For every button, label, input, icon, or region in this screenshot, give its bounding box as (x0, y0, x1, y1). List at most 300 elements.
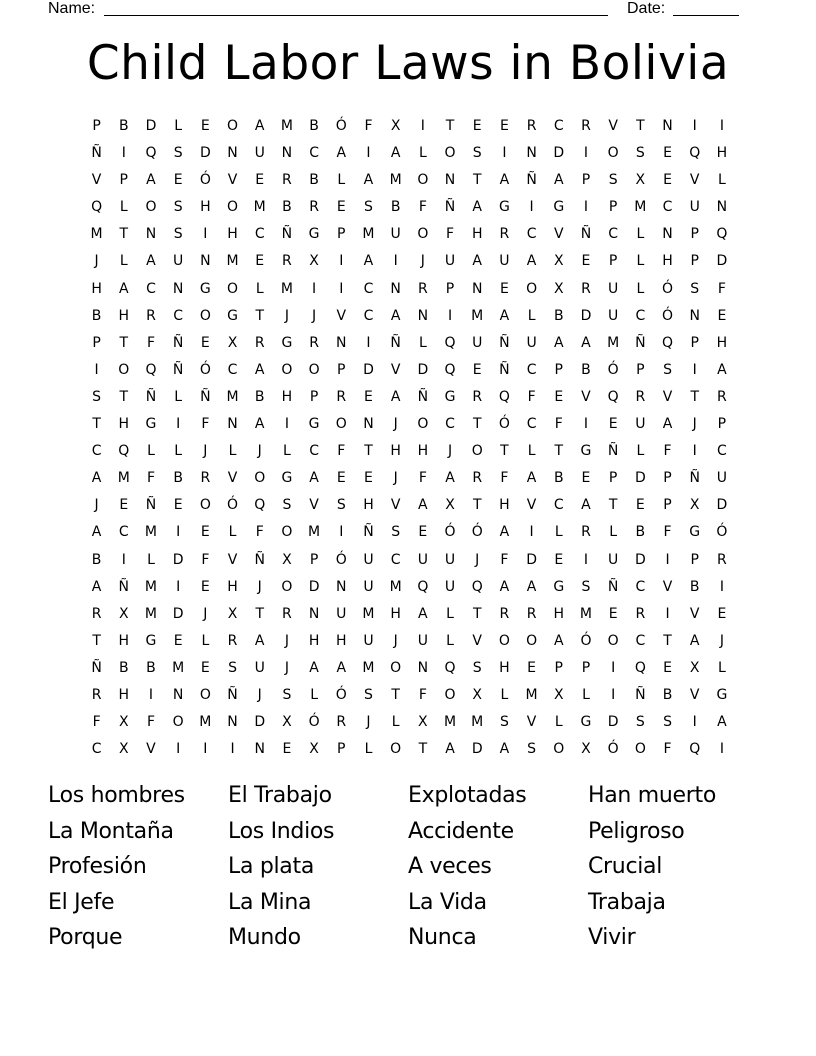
word-list-item: La plata (228, 854, 314, 879)
grid-cell: R (581, 118, 591, 134)
grid-cell: E (119, 497, 129, 514)
grid-cell: H (200, 199, 211, 216)
grid-cell: L (119, 199, 128, 216)
grid-cell: P (337, 226, 346, 243)
grid-cell: M (389, 578, 402, 595)
grid-cell: D (607, 714, 619, 731)
grid-cell: T (445, 118, 455, 134)
grid-cell: L (527, 443, 536, 460)
grid-cell: G (281, 470, 293, 487)
grid-cell: A (390, 388, 401, 405)
grid-cell: R (581, 280, 591, 297)
grid-cell: Ñ (390, 334, 401, 351)
grid-cell: X (581, 741, 591, 758)
grid-cell: I (692, 118, 697, 134)
grid-cell: L (418, 334, 427, 351)
grid-cell: C (146, 280, 156, 297)
grid-cell: V (472, 632, 482, 649)
grid-cell: V (662, 388, 673, 405)
grid-cell: Ó (607, 361, 619, 378)
grid-cell: J (475, 551, 480, 568)
grid-cell: R (417, 280, 428, 297)
grid-cell: J (366, 714, 371, 731)
grid-cell: R (635, 388, 646, 405)
grid-cell: N (662, 118, 673, 134)
grid-cell: X (309, 741, 319, 758)
grid-cell: T (472, 605, 482, 622)
grid-cell: Ñ (417, 388, 429, 405)
grid-cell: C (553, 497, 564, 514)
grid-cell: A (499, 524, 510, 541)
date-blank-line (673, 15, 739, 16)
grid-cell: C (390, 551, 401, 568)
grid-cell: N (336, 578, 347, 595)
grid-cell: H (716, 145, 728, 162)
grid-cell: D (172, 551, 184, 568)
grid-cell: P (119, 172, 128, 189)
grid-cell: J (393, 416, 398, 433)
grid-cell: P (636, 361, 645, 378)
grid-cell: B (91, 551, 102, 568)
grid-cell: E (717, 605, 727, 622)
grid-cell: D (308, 578, 320, 595)
grid-cell: Q (417, 578, 429, 595)
grid-cell: X (445, 497, 455, 514)
grid-cell: J (284, 632, 289, 649)
grid-cell: P (663, 470, 672, 487)
grid-cell: A (499, 741, 510, 758)
grid-cell: H (336, 632, 347, 649)
grid-cell: S (690, 280, 700, 297)
grid-cell: L (283, 443, 291, 460)
grid-cell: X (227, 334, 238, 351)
grid-cell: Ñ (363, 524, 374, 541)
word-list-item: Porque (48, 925, 123, 950)
grid-cell: Ñ (580, 226, 592, 243)
grid-cell: R (146, 307, 156, 324)
grid-cell: C (526, 361, 537, 378)
grid-cell: S (92, 388, 102, 405)
grid-cell: M (172, 659, 185, 676)
grid-cell: Ó (580, 632, 592, 649)
grid-cell: E (418, 524, 428, 541)
grid-cell: L (718, 172, 726, 189)
grid-cell: M (362, 226, 375, 243)
grid-cell: M (117, 470, 130, 487)
grid-cell: E (499, 118, 509, 134)
grid-cell: X (553, 280, 564, 297)
grid-cell: R (200, 470, 211, 487)
grid-cell: V (309, 497, 319, 514)
grid-cell: I (583, 199, 589, 216)
grid-cell: O (634, 741, 646, 758)
grid-cell: E (472, 118, 482, 134)
grid-cell: I (339, 253, 344, 270)
grid-cell: P (690, 226, 699, 243)
grid-cell: D (716, 253, 728, 270)
grid-cell: V (526, 497, 537, 514)
grid-cell: S (663, 361, 672, 378)
grid-cell: O (254, 470, 266, 487)
grid-cell: F (201, 551, 210, 568)
grid-cell: T (92, 632, 101, 649)
grid-cell: C (91, 443, 102, 460)
grid-cell: I (121, 145, 126, 162)
grid-cell: C (635, 578, 646, 595)
grid-cell: E (200, 578, 210, 595)
grid-cell: M (579, 605, 593, 622)
grid-cell: N (417, 307, 429, 324)
grid-cell: F (418, 470, 427, 487)
grid-cell: E (608, 605, 618, 622)
grid-cell: F (418, 686, 427, 703)
grid-cell: S (391, 524, 401, 541)
grid-cell: R (717, 551, 727, 568)
grid-cell: L (500, 686, 509, 703)
grid-cell: P (608, 199, 618, 216)
grid-cell: B (390, 199, 401, 216)
grid-cell: P (337, 741, 346, 758)
grid-cell: C (118, 524, 129, 541)
grid-cell: T (119, 334, 129, 351)
grid-cell: Q (716, 226, 728, 243)
grid-cell: M (280, 118, 293, 134)
grid-cell: L (147, 443, 155, 460)
grid-cell: L (554, 714, 563, 731)
grid-cell: P (663, 497, 672, 514)
grid-cell: Ñ (172, 334, 184, 351)
grid-cell: D (716, 497, 728, 514)
grid-cell: E (472, 361, 482, 378)
grid-cell: Ñ (227, 686, 238, 703)
grid-cell: A (472, 199, 482, 216)
grid-cell: T (255, 605, 264, 622)
grid-cell: T (472, 172, 482, 189)
grid-cell: T (554, 443, 564, 460)
name-date-header (48, 0, 748, 20)
grid-cell: O (607, 632, 619, 649)
grid-cell: M (308, 524, 321, 541)
grid-cell: A (689, 632, 700, 649)
grid-cell: L (446, 632, 454, 649)
grid-cell: M (607, 334, 620, 351)
grid-cell: R (635, 605, 646, 622)
grid-cell: L (228, 443, 237, 460)
grid-cell: L (174, 388, 183, 405)
grid-cell: O (199, 307, 211, 324)
grid-cell: O (417, 226, 429, 243)
grid-cell: T (92, 416, 101, 433)
grid-cell: A (91, 524, 102, 541)
grid-cell: M (443, 714, 457, 731)
grid-cell: S (336, 497, 346, 514)
grid-cell: E (608, 416, 618, 433)
grid-cell: B (662, 686, 673, 703)
grid-cell: U (417, 632, 428, 649)
grid-cell: L (582, 686, 590, 703)
grid-cell: Ó (662, 307, 674, 324)
grid-cell: D (634, 470, 646, 487)
grid-cell: E (200, 334, 210, 351)
grid-cell: I (692, 443, 697, 460)
grid-cell: H (499, 659, 510, 676)
grid-cell: V (146, 741, 156, 758)
grid-cell: E (554, 551, 564, 568)
grid-cell: S (173, 226, 183, 243)
grid-cell: C (363, 280, 374, 297)
grid-cell: Q (145, 361, 157, 378)
grid-cell: Ó (335, 551, 347, 568)
grid-cell: B (282, 199, 292, 216)
grid-cell: S (173, 199, 183, 216)
grid-cell: I (203, 741, 208, 758)
grid-cell: N (200, 253, 211, 270)
grid-cell: I (692, 714, 697, 731)
word-list-item: Peligroso (588, 818, 685, 844)
grid-cell: Q (145, 145, 157, 162)
grid-cell: M (253, 199, 266, 216)
grid-cell: Ñ (499, 334, 510, 351)
grid-cell: Ñ (526, 172, 537, 189)
grid-cell: M (362, 659, 375, 676)
grid-cell: X (282, 714, 292, 731)
grid-cell: C (662, 199, 673, 216)
grid-cell: N (227, 416, 238, 433)
grid-cell: S (499, 714, 509, 731)
word-list-item: Trabaja (588, 889, 666, 915)
grid-cell: P (554, 659, 563, 676)
word-list-item: Nunca (408, 925, 477, 950)
grid-cell: V (526, 714, 537, 731)
grid-cell: C (717, 443, 727, 460)
name-label: Name: (48, 0, 96, 17)
grid-cell: C (254, 226, 265, 243)
grid-cell: U (444, 253, 456, 270)
grid-cell: Ó (662, 280, 674, 297)
grid-cell: I (420, 118, 425, 134)
grid-cell: J (312, 307, 317, 324)
grid-cell: Ñ (689, 470, 700, 487)
grid-cell: S (228, 659, 237, 676)
grid-cell: L (255, 280, 264, 297)
grid-cell: A (499, 172, 510, 189)
grid-cell: Q (662, 334, 674, 351)
grid-cell: O (281, 578, 293, 595)
grid-cell: P (608, 470, 618, 487)
grid-cell: E (635, 497, 645, 514)
grid-cell: N (172, 280, 184, 297)
grid-cell: S (364, 686, 373, 703)
grid-cell: L (718, 659, 726, 676)
grid-cell: O (308, 361, 320, 378)
word-list-item: A veces (408, 854, 492, 879)
grid-cell: E (663, 172, 672, 189)
grid-cell: P (581, 659, 591, 676)
grid-cell: U (472, 334, 483, 351)
grid-cell: A (553, 172, 564, 189)
grid-cell: L (391, 714, 400, 731)
grid-cell: R (499, 226, 510, 243)
grid-cell: O (281, 524, 293, 541)
grid-cell: L (119, 253, 128, 270)
grid-cell: H (91, 280, 102, 297)
grid-cell: O (444, 686, 456, 703)
grid-cell: I (148, 686, 154, 703)
grid-cell: O (199, 497, 211, 514)
grid-cell: U (608, 307, 619, 324)
grid-cell: I (176, 524, 181, 541)
grid-cell: P (92, 118, 101, 134)
grid-cell: G (553, 578, 565, 595)
grid-cell: S (472, 659, 482, 676)
grid-cell: Q (634, 659, 646, 676)
grid-cell: H (281, 388, 293, 405)
grid-cell: A (336, 659, 347, 676)
grid-cell: Ó (471, 524, 483, 541)
grid-cell: R (282, 172, 292, 189)
grid-cell: L (636, 253, 645, 270)
grid-cell: B (118, 659, 129, 676)
grid-cell: J (393, 470, 398, 487)
grid-cell: M (144, 578, 158, 595)
grid-cell: N (227, 714, 238, 731)
grid-cell: I (121, 551, 126, 568)
grid-cell: Q (607, 388, 619, 405)
grid-cell: X (118, 714, 129, 731)
grid-cell: G (227, 307, 238, 324)
grid-cell: I (583, 551, 589, 568)
grid-cell: I (393, 253, 398, 270)
grid-cell: V (336, 307, 347, 324)
grid-cell: C (553, 118, 564, 134)
grid-cell: Ó (199, 361, 211, 378)
grid-cell: D (526, 551, 537, 568)
grid-cell: I (339, 524, 344, 541)
grid-cell: T (418, 741, 428, 758)
grid-cell: O (526, 280, 538, 297)
grid-cell: A (336, 145, 347, 162)
grid-cell: O (172, 714, 184, 731)
grid-cell: O (335, 416, 347, 433)
date-label: Date: (627, 0, 666, 17)
grid-cell: P (690, 551, 699, 568)
grid-cell: V (608, 118, 618, 134)
grid-cell: G (580, 443, 592, 460)
grid-cell: R (309, 334, 319, 351)
grid-cell: F (446, 226, 455, 243)
grid-cell: L (636, 226, 645, 243)
grid-cell: O (227, 118, 239, 134)
grid-cell: C (363, 307, 374, 324)
grid-cell: P (608, 253, 618, 270)
grid-cell: C (445, 416, 455, 433)
grid-cell: Ó (308, 714, 320, 731)
grid-cell: M (634, 199, 647, 216)
grid-cell: J (94, 253, 99, 270)
word-list-item: El Jefe (48, 889, 115, 915)
grid-cell: U (716, 470, 728, 487)
grid-cell: T (500, 443, 509, 460)
grid-cell: N (308, 605, 320, 622)
grid-cell: B (689, 578, 700, 595)
grid-cell: A (390, 145, 401, 162)
grid-cell: M (389, 172, 402, 189)
grid-cell: U (526, 334, 537, 351)
grid-cell: U (254, 145, 265, 162)
grid-cell: I (312, 280, 317, 297)
grid-cell: Ñ (145, 497, 157, 514)
grid-cell: T (690, 388, 699, 405)
grid-cell: U (499, 253, 510, 270)
grid-cell: E (200, 118, 210, 134)
grid-cell: I (719, 578, 724, 595)
grid-cell: A (445, 470, 455, 487)
grid-cell: F (663, 443, 672, 460)
grid-cell: T (472, 497, 482, 514)
grid-cell: I (611, 686, 616, 703)
word-list-item: Accidente (408, 818, 514, 844)
grid-cell: Ó (716, 524, 728, 541)
grid-cell: A (553, 632, 564, 649)
grid-cell: N (417, 659, 429, 676)
grid-cell: F (663, 741, 672, 758)
grid-cell: U (608, 280, 619, 297)
grid-cell: H (471, 226, 483, 243)
grid-cell: J (203, 443, 208, 460)
grid-cell: U (444, 551, 456, 568)
grid-cell: B (309, 118, 319, 134)
grid-cell: L (446, 605, 454, 622)
grid-cell: F (146, 334, 155, 351)
grid-cell: C (91, 741, 102, 758)
grid-cell: E (663, 659, 672, 676)
grid-cell: Ñ (607, 578, 619, 595)
grid-cell: R (91, 605, 102, 622)
grid-cell: R (526, 118, 537, 134)
grid-cell: X (689, 659, 700, 676)
grid-cell: E (663, 145, 672, 162)
word-list-item: La Vida (408, 889, 487, 915)
grid-cell: L (554, 524, 563, 541)
grid-cell: Ó (199, 172, 211, 189)
grid-cell: C (635, 632, 646, 649)
grid-cell: N (336, 334, 347, 351)
grid-cell: M (90, 226, 103, 243)
grid-cell: X (689, 497, 700, 514)
grid-cell: F (146, 470, 155, 487)
grid-cell: V (227, 470, 238, 487)
grid-cell: A (717, 714, 727, 731)
grid-cell: V (553, 226, 564, 243)
grid-cell: U (363, 551, 374, 568)
grid-cell: Ó (444, 524, 456, 541)
grid-cell: R (717, 388, 727, 405)
grid-cell: L (527, 307, 536, 324)
grid-cell: N (471, 280, 483, 297)
grid-cell: N (716, 199, 728, 216)
grid-cell: Q (444, 659, 456, 676)
grid-cell: U (363, 578, 374, 595)
grid-cell: X (282, 551, 292, 568)
word-list-item: Crucial (588, 854, 663, 879)
grid-cell: M (226, 253, 239, 270)
grid-cell: R (472, 470, 483, 487)
grid-cell: R (581, 524, 591, 541)
grid-cell: E (336, 199, 346, 216)
grid-cell: D (363, 361, 374, 378)
word-list-item: Explotadas (408, 783, 527, 808)
grid-cell: Ñ (635, 686, 646, 703)
